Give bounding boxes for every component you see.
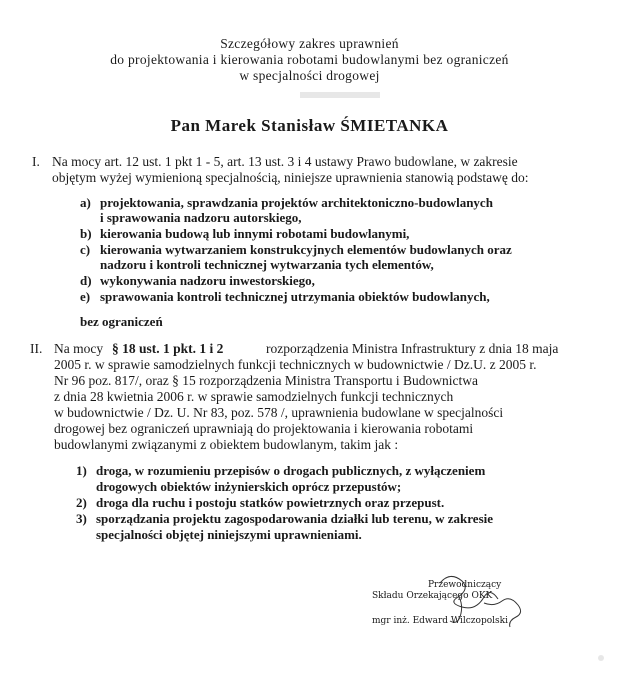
scan-artifact-dot (598, 655, 604, 661)
item-1-line-1: droga, w rozumieniu przepisów o drogach publicznych, z wyłączeniem (96, 463, 486, 478)
item-d-line-1: wykonywania nadzoru inwestorskiego, (100, 273, 315, 288)
section-2-lead-plain: Na mocy (54, 341, 104, 356)
item-3-marker: 3) (76, 511, 87, 526)
section-2-lead-bold: § 18 ust. 1 pkt. 1 i 2 (112, 341, 224, 356)
item-e-line-1: sprawowania kontroli technicznej utrzymania obiektów budowlanych, (100, 289, 490, 304)
section-2-line-2: 2005 r. w sprawie samodzielnych funkcji technicznych w budownictwie / Dz.U. z 2005 r. (54, 357, 537, 372)
section-2-line-5: w budownictwie / Dz. U. Nr 83, poz. 578 /, uprawnienia budowlane w specjalności (54, 405, 504, 420)
section-2-marker: II. (30, 341, 43, 356)
item-c-marker: c) (80, 242, 91, 257)
item-2-marker: 2) (76, 495, 87, 510)
header-line-3: w specjalności drogowej (239, 68, 380, 83)
section-2-line-4: z dnia 28 kwietnia 2006 r. w sprawie samodzielnych funkcji technicznych (54, 389, 454, 404)
section-1-marker: I. (32, 154, 40, 169)
item-a-line-1: projektowania, sprawdzania projektów architektoniczno-budowlanych (100, 195, 493, 210)
section-1-intro-line-1: Na mocy art. 12 ust. 1 pkt 1 - 5, art. 13 ust. 3 i 4 ustawy Prawo budowlane, w zakresie (52, 154, 518, 169)
item-c-line-1: kierowania wytwarzaniem konstrukcyjnych elementów budowlanych oraz (100, 242, 512, 257)
section-1-closing: bez ograniczeń (80, 314, 163, 329)
item-3-line-1: sporządzania projektu zagospodarowania działki lub terenu, w zakresie (96, 511, 494, 526)
signature-role-line-1: Przewodniczący (428, 580, 502, 590)
item-2-line-1: droga dla ruchu i postoju statków powietrznych oraz przepust. (96, 495, 445, 510)
signature-role-line-2: Składu Orzekającego OKK (372, 591, 493, 601)
scan-artifact (300, 92, 380, 98)
header-line-2: do projektowania i kierowania robotami budowlanymi bez ograniczeń (110, 52, 509, 67)
item-a-line-2: i sprawowania nadzoru autorskiego, (100, 210, 302, 225)
item-b-line-1: kierowania budową lub innymi robotami budowlanymi, (100, 226, 410, 241)
item-b-marker: b) (80, 226, 92, 241)
section-2-line-6: drogowej bez ograniczeń uprawniają do projektowania i kierowania robotami (54, 421, 474, 436)
item-d-marker: d) (80, 273, 92, 288)
section-2-line-3: Nr 96 poz. 817/, oraz § 15 rozporządzenia Ministra Transportu i Budownictwa (54, 373, 479, 388)
header-line-1: Szczegółowy zakres uprawnień (220, 36, 399, 51)
item-3-line-2: specjalności objętej niniejszymi uprawnieniami. (96, 527, 362, 542)
person-name: Pan Marek Stanisław ŚMIETANKA (170, 116, 449, 135)
section-1-intro-line-2: objętym wyżej wymienioną specjalnością, niniejsze uprawnienia stanowią podstawę do: (52, 170, 529, 185)
item-a-marker: a) (80, 195, 91, 210)
item-1-line-2: drogowych obiektów inżynierskich oprócz przepustów; (96, 479, 402, 494)
signature-signer: mgr inż. Edward Wilczopolski (372, 616, 508, 626)
section-2-line-7: budowlanymi związanymi z obiektem budowlanym, takim jak : (54, 437, 399, 452)
section-2-line-1: rozporządzenia Ministra Infrastruktury z dnia 18 maja (266, 341, 559, 356)
item-e-marker: e) (80, 289, 91, 304)
item-c-line-2: nadzoru i kontroli technicznej wytwarzania tych elementów, (100, 257, 434, 272)
item-1-marker: 1) (76, 463, 87, 478)
